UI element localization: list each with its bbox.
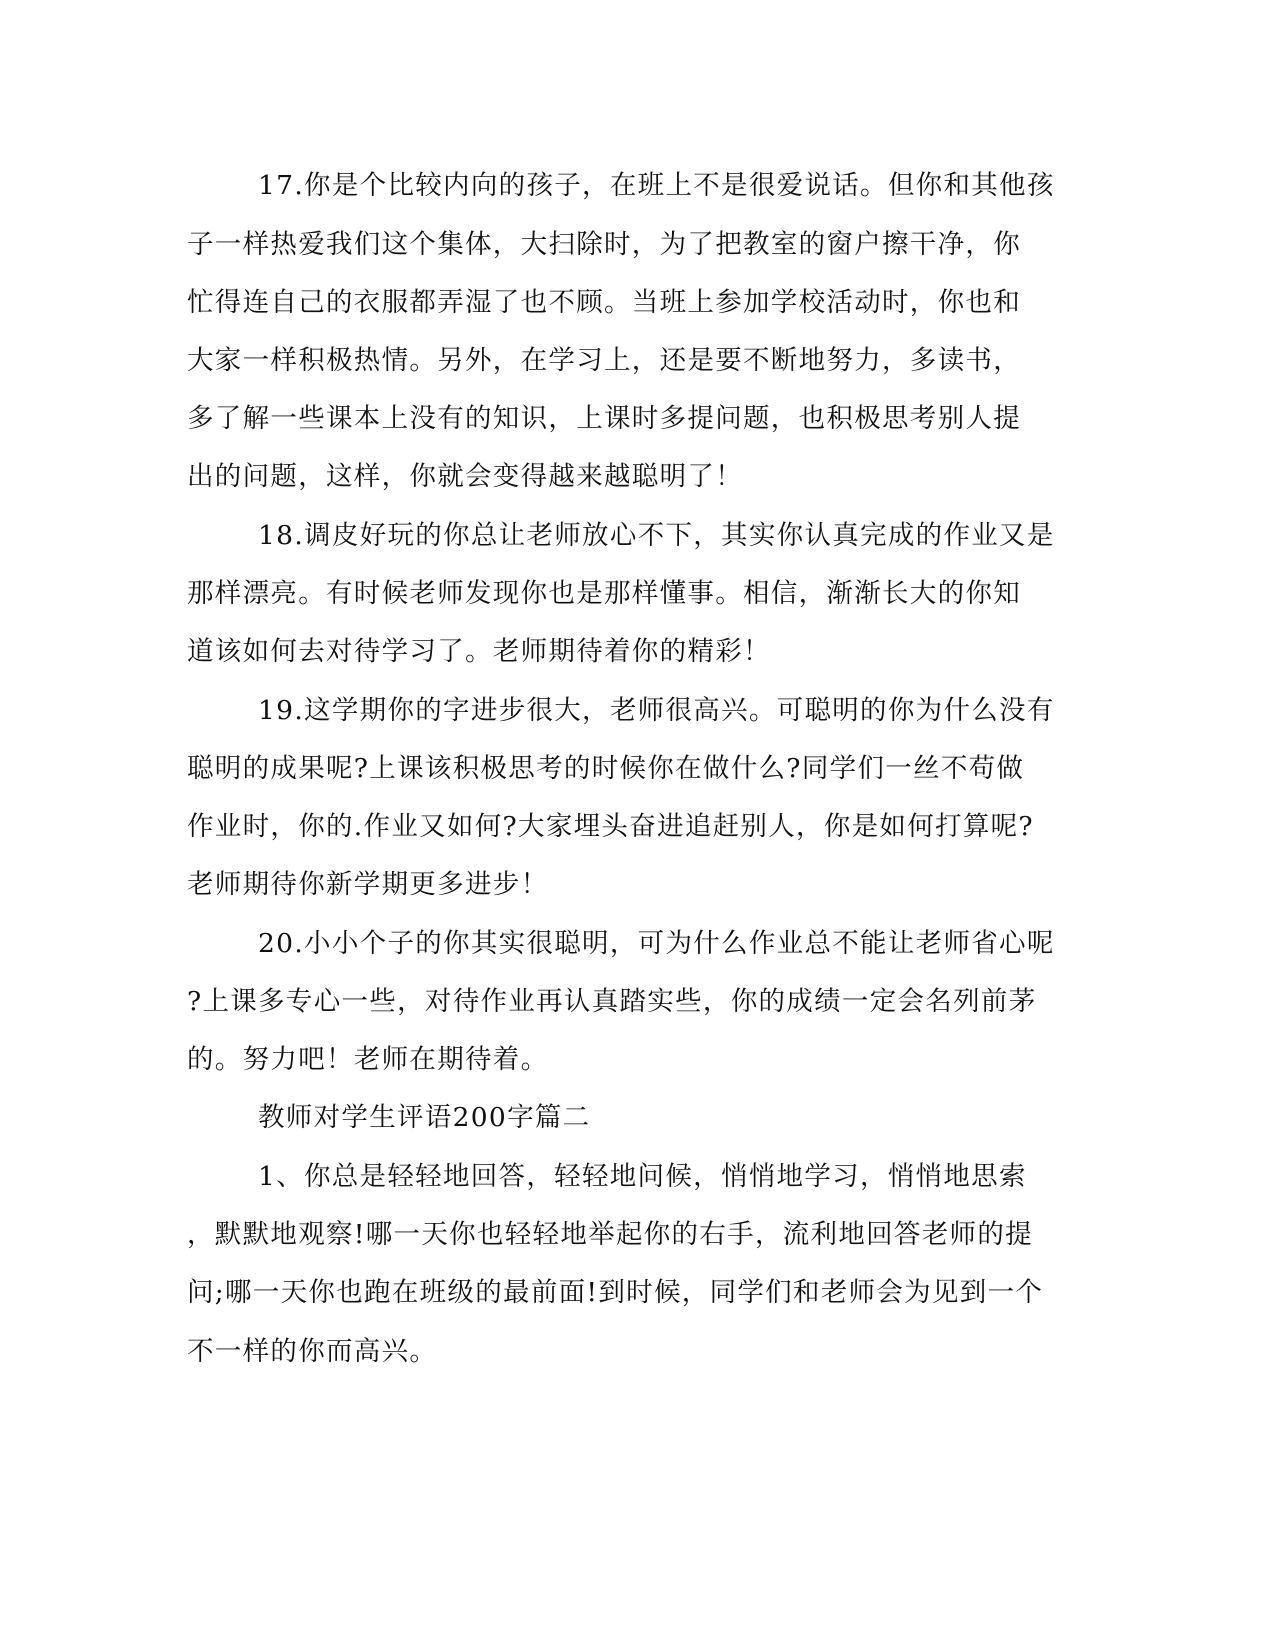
paragraph-20-line-2: ?上课多专心一些，对待作业再认真踏实些，你的成绩一定会名列前茅 (187, 986, 1037, 1017)
paragraph-1-line-4: 不一样的你而高兴。 (187, 1336, 438, 1367)
paragraph-17-line-3: 忙得连自己的衣服都弄湿了也不顾。当班上参加学校活动时，你也和 (187, 287, 1021, 318)
paragraph-19-line-4: 老师期待你新学期更多进步！ (187, 869, 549, 900)
section-heading: 教师对学生评语200字篇二 (258, 1102, 591, 1133)
paragraph-17-line-1: 17.你是个比较内向的孩子，在班上不是很爱说话。但你和其他孩 (258, 170, 1055, 201)
paragraph-17-line-5: 多了解一些课本上没有的知识，上课时多提问题，也积极思考别人提 (187, 403, 1021, 434)
paragraph-18-line-2: 那样漂亮。有时候老师发现你也是那样懂事。相信，渐渐长大的你知 (187, 578, 1021, 609)
paragraph-19-line-1: 19.这学期你的字进步很大，老师很高兴。可聪明的你为什么没有 (258, 695, 1055, 726)
paragraph-1-line-1: 1、你总是轻轻地回答，轻轻地问候，悄悄地学习，悄悄地思索 (258, 1161, 1027, 1192)
paragraph-17-line-4: 大家一样积极热情。另外，在学习上，还是要不断地努力，多读书， (187, 345, 1021, 376)
paragraph-20-line-1: 20.小小个子的你其实很聪明，可为什么作业总不能让老师省心呢 (258, 928, 1055, 959)
paragraph-1-line-2: ，默默地观察!哪一天你也轻轻地举起你的右手，流利地回答老师的提 (187, 1219, 1033, 1250)
paragraph-19-line-3: 作业时，你的.作业又如何?大家埋头奋进追赶别人，你是如何打算呢? (187, 811, 1034, 842)
paragraph-18-line-3: 道该如何去对待学习了。老师期待着你的精彩！ (187, 636, 771, 667)
paragraph-20-line-3: 的。努力吧！老师在期待着。 (187, 1044, 549, 1075)
paragraph-1-line-3: 问;哪一天你也跑在班级的最前面!到时候，同学们和老师会为见到一个 (187, 1277, 1044, 1308)
paragraph-18-line-1: 18.调皮好玩的你总让老师放心不下，其实你认真完成的作业又是 (258, 520, 1055, 551)
paragraph-19-line-2: 聪明的成果呢?上课该积极思考的时候你在做什么?同学们一丝不苟做 (187, 753, 1025, 784)
paragraph-17-line-2: 子一样热爱我们这个集体，大扫除时，为了把教室的窗户擦干净，你 (187, 229, 1021, 260)
paragraph-17-line-6: 出的问题，这样，你就会变得越来越聪明了！ (187, 461, 743, 492)
